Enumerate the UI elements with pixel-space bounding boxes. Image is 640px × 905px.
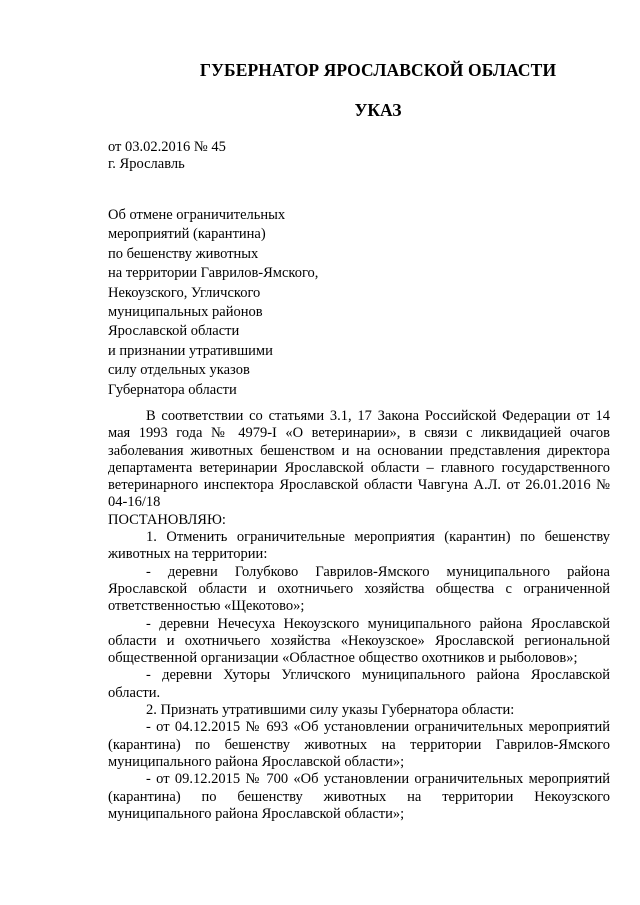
document-title [108,206,318,400]
item-1-subitem-a: - деревни Голубково Гаврилов-Ямского муниципального района Ярославской области и охотничьего хозяйства общества с ограниченной ответственностью «Щекотово»; [108,563,610,615]
title-line: по бешенству животных [108,245,259,262]
resolve-heading: ПОСТАНОВЛЯЮ: [108,511,226,528]
date-and-number: от 03.02.2016 № 45 [108,139,226,155]
city: г. Ярославль [108,156,185,172]
item-2-subitem-a: - от 04.12.2015 № 693 «Об установлении ограничительных мероприятий (карантина) по бешенству животных на территории Гаврилов-Ямского муниципального района Ярославской области»; [108,719,610,770]
issuing-authority-heading: ГУБЕРНАТОР ЯРОСЛАВСКОЙ ОБЛАСТИ [199,60,557,80]
title-line: Ярославской области [108,323,240,340]
title-line: и признании утратившими [108,342,273,359]
title-line: мероприятий (карантина) [108,226,266,243]
item-1-paragraph: 1. Отменить ограничительные мероприятия (карантин) по бешенству животных на территории: [108,529,610,563]
title-line: Губернатора области [108,381,237,398]
title-line: силу отдельных указов [108,362,250,379]
document-meta [108,139,226,173]
document-type-heading: УКАЗ [354,100,402,120]
item-2-subitem-b: - от 09.12.2015 № 700 «Об установлении ограничительных мероприятий (карантина) по бешенству животных на территории Некоузского муниципального района Ярославской области»; [108,771,610,822]
title-line: Некоузского, Угличского [108,284,261,301]
title-line: на территории Гаврилов-Ямского, [108,265,319,282]
document-body [108,408,610,823]
preamble-paragraph: В соответствии со статьями 3.1, 17 Закона Российской Федерации от 14 мая 1993 года № 4979-I «О ветеринарии», в связи с ликвидацией очагов заболевания животных бешенством и на основании представления директора департамента ветеринарии Ярославской области – главного государственного ветеринарного инспектора Ярославской области Чавгуна А.Л. от 26.01.2016 № 04-16/18 [108,408,610,511]
item-1-subitem-c: - деревни Хуторы Угличского муниципального района Ярославской области. [108,667,610,701]
item-2-paragraph: 2. Признать утратившими силу указы Губернатора области: [146,702,515,719]
title-line: муниципальных районов [108,304,263,321]
item-1-subitem-b: - деревни Нечесуха Некоузского муниципального района Ярославской области и охотничьего хозяйства «Некоузское» Ярославской региональной общественной организации «Областное общество охотников и рыболовов»; [108,615,610,667]
title-line: Об отмене ограничительных [108,207,286,223]
